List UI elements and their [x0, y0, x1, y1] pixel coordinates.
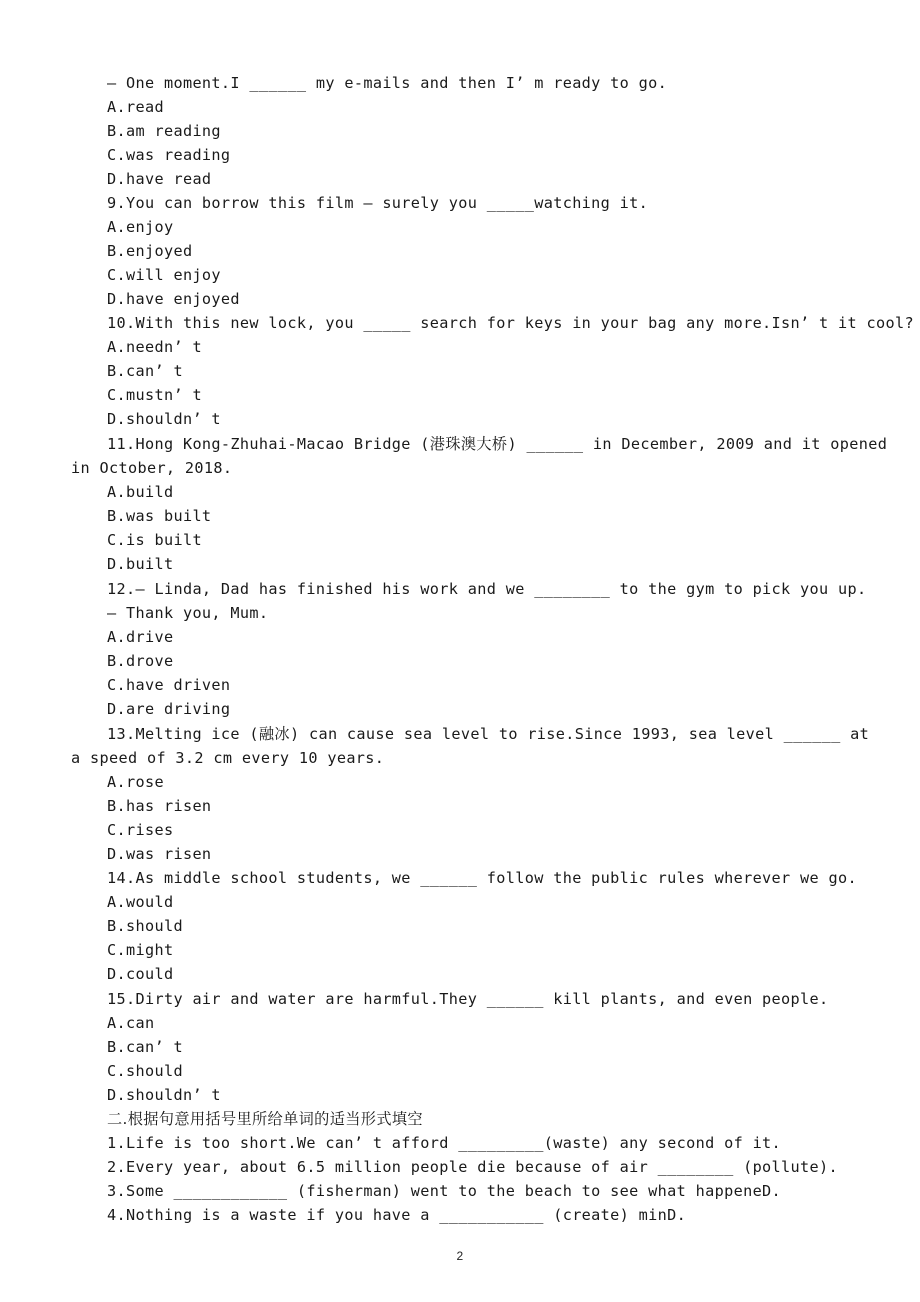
q11-option-c: C.is built — [107, 531, 202, 549]
q15-option-a: A.can — [107, 1014, 155, 1032]
q8-option-d: D.have read — [107, 170, 212, 188]
section-two-heading: 二.根据句意用括号里所给单词的适当形式填空 — [107, 1110, 423, 1128]
q13-stem: 13.Melting ice (融冰) can cause sea level to rise.Since 1993, sea level ______ at — [107, 725, 870, 743]
q14-option-c: C.might — [107, 941, 174, 959]
q12-option-c: C.have driven — [107, 676, 231, 694]
q9-option-a: A.enjoy — [107, 218, 174, 236]
q14-stem: 14.As middle school students, we ______ follow the public rules wherever we go. — [107, 869, 857, 887]
q9-stem: 9.You can borrow this film — surely you _____watching it. — [107, 194, 649, 212]
q13-option-c: C.rises — [107, 821, 174, 839]
q13-option-a: A.rose — [107, 773, 164, 791]
fill-item-3: 3.Some ____________ (fisherman) went to the beach to see what happeneD. — [107, 1182, 782, 1200]
q12-stem: 12.— Linda, Dad has finished his work and we ________ to the gym to pick you up. — [107, 580, 867, 598]
page-number: 2 — [456, 1249, 464, 1263]
q12-reply: — Thank you, Mum. — [107, 604, 269, 622]
q8-option-a: A.read — [107, 98, 164, 116]
q11-stem: 11.Hong Kong-Zhuhai-Macao Bridge (港珠澳大桥) ______ in December, 2009 and it opened — [107, 435, 888, 453]
q9-option-b: B.enjoyed — [107, 242, 193, 260]
q9-option-c: C.will enjoy — [107, 266, 221, 284]
q11-option-b: B.was built — [107, 507, 212, 525]
q8-dialogue-line: — One moment.I ______ my e-mails and then I’ m ready to go. — [107, 74, 668, 92]
q13-option-d: D.was risen — [107, 845, 212, 863]
q11-option-d: D.built — [107, 555, 174, 573]
q15-option-d: D.shouldn’ t — [107, 1086, 221, 1104]
q15-option-c: C.should — [107, 1062, 183, 1080]
q13-option-b: B.has risen — [107, 797, 212, 815]
fill-item-4: 4.Nothing is a waste if you have a ___________ (create) minD. — [107, 1206, 687, 1224]
q11-option-a: A.build — [107, 483, 174, 501]
q14-option-a: A.would — [107, 893, 174, 911]
q14-option-b: B.should — [107, 917, 183, 935]
q10-stem: 10.With this new lock, you _____ search for keys in your bag any more.Isn’ t it cool? — [107, 314, 914, 332]
q8-option-c: C.was reading — [107, 146, 231, 164]
fill-item-1: 1.Life is too short.We can’ t afford _________(waste) any second of it. — [107, 1134, 782, 1152]
q10-option-a: A.needn’ t — [107, 338, 202, 356]
q12-option-a: A.drive — [107, 628, 174, 646]
q10-option-d: D.shouldn’ t — [107, 410, 221, 428]
q9-option-d: D.have enjoyed — [107, 290, 240, 308]
fill-item-2: 2.Every year, about 6.5 million people die because of air ________ (pollute). — [107, 1158, 839, 1176]
q11-stem-continued: in October, 2018. — [71, 459, 233, 477]
q12-option-d: D.are driving — [107, 700, 231, 718]
q15-option-b: B.can’ t — [107, 1038, 183, 1056]
q13-stem-continued: a speed of 3.2 cm every 10 years. — [71, 749, 385, 767]
q14-option-d: D.could — [107, 965, 174, 983]
q10-option-b: B.can’ t — [107, 362, 183, 380]
q10-option-c: C.mustn’ t — [107, 386, 202, 404]
q8-option-b: B.am reading — [107, 122, 221, 140]
q12-option-b: B.drove — [107, 652, 174, 670]
q15-stem: 15.Dirty air and water are harmful.They ______ kill plants, and even people. — [107, 990, 829, 1008]
